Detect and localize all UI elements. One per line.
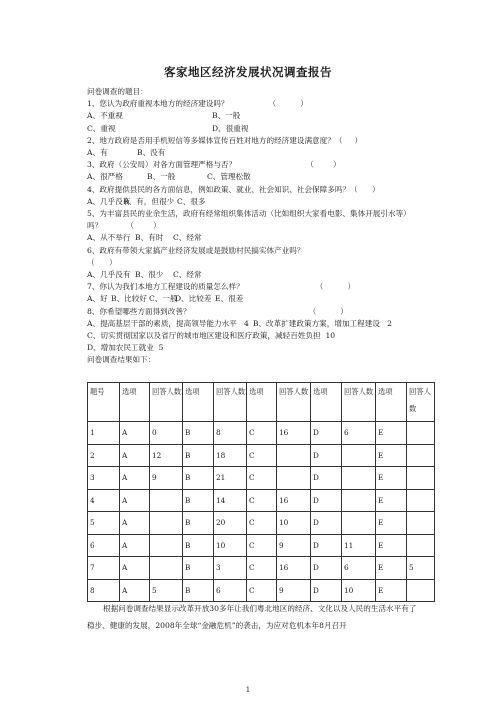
option-cell: D <box>311 557 342 580</box>
option-cell: B <box>183 534 214 557</box>
col-header-option: 选项 <box>376 383 407 422</box>
question-8-option-a-b: A、提高基层干部的素质，提高领导能力水平 4 B、改革扩建政策方案，增加工程建设 2 <box>87 318 392 328</box>
count-cell: 3 <box>214 557 247 580</box>
col-header-count: 回答人数 <box>407 383 435 422</box>
question-number-cell: 5 <box>88 512 120 535</box>
table-row <box>88 557 435 580</box>
question-8-option-c: C、切实贯彻国家以及省厅的城市地区建设和医疗政策，减轻百姓负担 10 <box>87 331 336 341</box>
page-number: 1 <box>245 686 251 694</box>
option-cell: C <box>247 444 277 467</box>
col-header-option: 选项 <box>120 383 150 422</box>
table-row <box>88 467 435 490</box>
option-cell: A <box>120 512 150 535</box>
questionnaire <box>87 86 417 367</box>
option-cell: B <box>183 512 214 535</box>
question-number-cell: 6 <box>88 534 120 557</box>
table-row <box>88 422 435 445</box>
option-cell: B <box>183 489 214 512</box>
question-number-cell: 2 <box>88 444 120 467</box>
results-table <box>87 382 435 602</box>
question-5: 5、为丰富县民的业余生活，政府有经常组织集体活动（比如组织大家看电影、集体开展引水等）吗？ （ ） <box>87 209 411 231</box>
table-header-row <box>88 383 435 422</box>
count-cell: 6 <box>342 422 376 445</box>
conclusion-paragraph: 根据问卷调查结果显示改革开放30多年让我们粤北地区的经济、文化以及人民的生活水平有了稳步、健康的发展，2008年全球“金融危机”的袭击，为应对危机本年8月召开 <box>87 604 417 630</box>
option-cell: D <box>311 512 342 535</box>
results-label: 问卷调查结果如下： <box>87 355 156 365</box>
count-cell: 14 <box>214 489 247 512</box>
question-6: 6、政府有带领大家搞产业经济发展或是鼓励村民搞实体产业吗？ <box>87 245 305 255</box>
question-4: 4、政府提供县民的各方面信息，例如政策、就业、社会知识、社会保障多吗？（ ） <box>87 184 380 194</box>
count-cell: 9 <box>277 579 311 602</box>
table-row <box>88 512 435 535</box>
option-cell: A <box>120 422 150 445</box>
count-cell: 0 <box>150 422 183 445</box>
count-cell: 20 <box>214 512 247 535</box>
count-cell <box>150 557 183 580</box>
option-cell: E <box>376 579 407 602</box>
question-6-blank: （ ） <box>87 257 117 267</box>
count-cell <box>150 534 183 557</box>
option-cell: E <box>376 467 407 490</box>
count-cell <box>407 534 435 557</box>
col-header-count: 回答人数 <box>342 383 376 422</box>
option-cell: A <box>120 489 150 512</box>
question-3: 3、政府（公安局）对各方面管理严格与否？ （ ） <box>87 160 341 170</box>
option-cell: B <box>183 467 214 490</box>
col-header-option: 选项 <box>311 383 342 422</box>
option-cell: D <box>311 467 342 490</box>
count-cell: 11 <box>342 534 376 557</box>
col-header-count: 回答人数 <box>277 383 311 422</box>
table-row <box>88 534 435 557</box>
question-1-options-row1: A、不重视 B、一般 <box>87 111 241 121</box>
count-cell <box>407 489 435 512</box>
count-cell: 16 <box>277 489 311 512</box>
col-header-count: 回答人数 <box>150 383 183 422</box>
count-cell: 16 <box>277 557 311 580</box>
option-cell: A <box>120 534 150 557</box>
count-cell: 21 <box>214 467 247 490</box>
question-number-cell: 7 <box>88 557 120 580</box>
report-title: 客家地区经济发展状况调查报告 <box>164 65 332 79</box>
count-cell: 9 <box>150 467 183 490</box>
count-cell <box>277 467 311 490</box>
option-cell: E <box>376 422 407 445</box>
option-cell: A <box>120 579 150 602</box>
option-cell: B <box>183 557 214 580</box>
count-cell: 9 <box>277 534 311 557</box>
question-8: 8、你希望哪些方面得到改善？ （ ） <box>87 306 348 316</box>
col-header-option: 选项 <box>247 383 277 422</box>
option-cell: C <box>247 557 277 580</box>
table-row <box>88 444 435 467</box>
count-cell <box>342 489 376 512</box>
option-cell: C <box>247 579 277 602</box>
col-header-count: 回答人数 <box>214 383 247 422</box>
option-cell: D <box>311 444 342 467</box>
option-cell: A <box>120 557 150 580</box>
count-cell: 10 <box>342 579 376 602</box>
count-cell <box>342 512 376 535</box>
col-header-option: 选项 <box>183 383 214 422</box>
table-row <box>88 579 435 602</box>
question-6-options: A、几乎没有 B、很少 C、经常 <box>87 270 202 280</box>
intro-text: 问卷调查的题目： <box>87 87 148 96</box>
count-cell: 10 <box>277 512 311 535</box>
question-4-options: A、几乎没有B、有，但很少 C、很多 <box>87 196 206 206</box>
count-cell <box>342 467 376 490</box>
question-8-option-d: D、增加农民工就业 5 <box>87 343 164 353</box>
question-1-options-row2: C、重视 D、很重视 <box>87 123 249 133</box>
option-cell: D <box>311 489 342 512</box>
question-3-options: A、很严格 B、一般 C、管理松散 <box>87 172 251 182</box>
count-cell <box>277 444 311 467</box>
count-cell: 5 <box>150 579 183 602</box>
question-2-options: A、有 B、没有 <box>87 148 166 158</box>
count-cell <box>407 579 435 602</box>
table-row <box>88 489 435 512</box>
question-2: 2、地方政府是否用手机短信等多媒体宣传百姓对地方的经济建设满意度？（ ） <box>87 135 363 145</box>
col-header-question: 题号 <box>88 383 120 422</box>
option-cell: D <box>311 534 342 557</box>
count-cell <box>407 467 435 490</box>
count-cell: 10 <box>214 534 247 557</box>
question-number-cell: 8 <box>88 579 120 602</box>
option-cell: E <box>376 444 407 467</box>
count-cell: 16 <box>277 422 311 445</box>
option-cell: C <box>247 422 277 445</box>
option-cell: E <box>376 489 407 512</box>
question-number-cell: 4 <box>88 489 120 512</box>
count-cell: 6 <box>342 557 376 580</box>
option-cell: E <box>376 512 407 535</box>
count-cell <box>407 512 435 535</box>
question-number-cell: 1 <box>88 422 120 445</box>
count-cell <box>150 512 183 535</box>
option-cell: C <box>247 512 277 535</box>
count-cell: 8 <box>214 422 247 445</box>
option-cell: E <box>376 557 407 580</box>
option-cell: C <box>247 489 277 512</box>
question-7: 7、你认为我们本地方工程建设的质量怎么样？ （ ） <box>87 282 356 292</box>
option-cell: D <box>311 422 342 445</box>
option-cell: B <box>183 422 214 445</box>
question-1: 1、您认为政府重视本地方的经济建设吗？ （ ） <box>87 99 308 109</box>
option-cell: A <box>120 444 150 467</box>
count-cell: 12 <box>150 444 183 467</box>
option-cell: C <box>247 534 277 557</box>
count-cell <box>407 422 435 445</box>
count-cell: 6 <box>214 579 247 602</box>
count-cell <box>342 444 376 467</box>
option-cell: D <box>311 579 342 602</box>
option-cell: C <box>247 467 277 490</box>
count-cell <box>150 489 183 512</box>
option-cell: A <box>120 467 150 490</box>
question-7-options: A、好 B、比较好 C、一般D、比较差 E、很差 <box>87 294 244 304</box>
option-cell: E <box>376 534 407 557</box>
count-cell <box>407 444 435 467</box>
count-cell: 5 <box>407 557 435 580</box>
question-number-cell: 3 <box>88 467 120 490</box>
count-cell: 18 <box>214 444 247 467</box>
table-body <box>88 422 435 602</box>
question-5-options: A、从不举行 B、有时 C、经常 <box>87 233 202 243</box>
option-cell: B <box>183 444 214 467</box>
option-cell: B <box>183 579 214 602</box>
